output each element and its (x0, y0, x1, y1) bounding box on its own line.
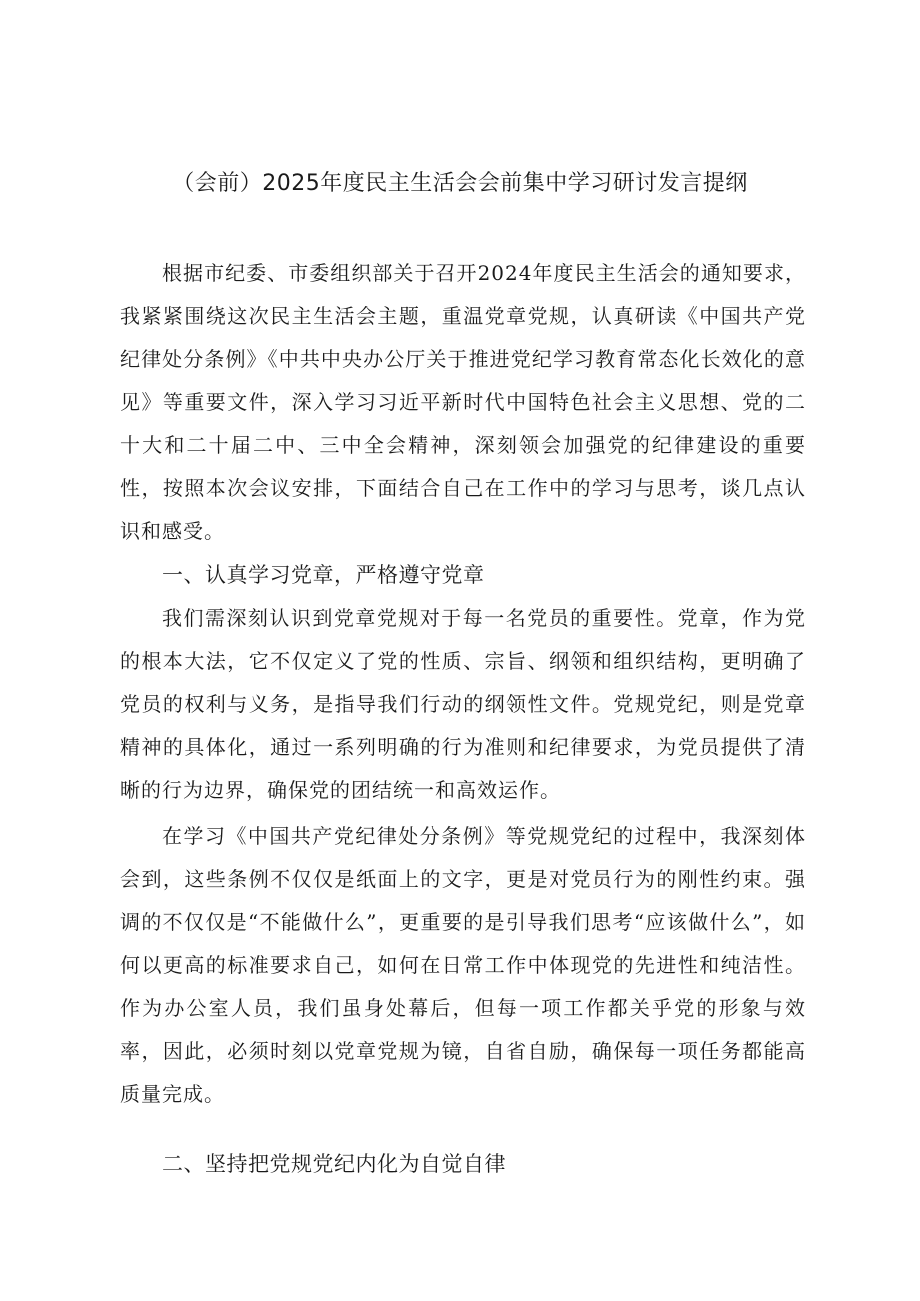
section-two-heading: 二、坚持把党规党纪内化为自觉自律 (162, 1152, 506, 1176)
section-one-paragraph-2: 在学习《中国共产党纪律处分条例》等党规党纪的过程中，我深刻体会到，这些条例不仅仅是纸面上的文字，更是对党员行为的刚性约束。强调的不仅仅是“不能做什么”，更重要的是引导我们思考“应该做什么”，如何以更高的标准要求自己，如何在日常工作中体现党的先进性和纯洁性。作为办公室人员，我们虽身处幕后，但每一项工作都关乎党的形象与效率，因此，必须时刻以党章党规为镜，自省自励，确保每一项任务都能高质量完成。 (120, 824, 806, 1106)
intro-paragraph: 根据市纪委、市委组织部关于召开2024年度民主生活会的通知要求，我紧紧围绕这次民主生活会主题，重温党章党规，认真研读《中国共产党纪律处分条例》《中共中央办公厅关于推进党纪学习教育常态化长效化的意见》等重要文件，深入学习习近平新时代中国特色社会主义思想、党的二十大和二十届二中、三中全会精神，深刻领会加强党的纪律建设的重要性，按照本次会议安排，下面结合自己在工作中的学习与思考，谈几点认识和感受。 (120, 261, 806, 543)
section-one-paragraph-1: 我们需深刻认识到党章党规对于每一名党员的重要性。党章，作为党的根本大法，它不仅定义了党的性质、宗旨、纲领和组织结构，更明确了党员的权利与义务，是指导我们行动的纲领性文件。党规党纪，则是党章精神的具体化，通过一系列明确的行为准则和纪律要求，为党员提供了清晰的行为边界，确保党的团结统一和高效运作。 (120, 606, 806, 802)
section-one-heading: 一、认真学习党章，严格遵守党章 (162, 563, 485, 587)
document-title: （会前）2025年度民主生活会会前集中学习研讨发言提纲 (172, 171, 748, 196)
